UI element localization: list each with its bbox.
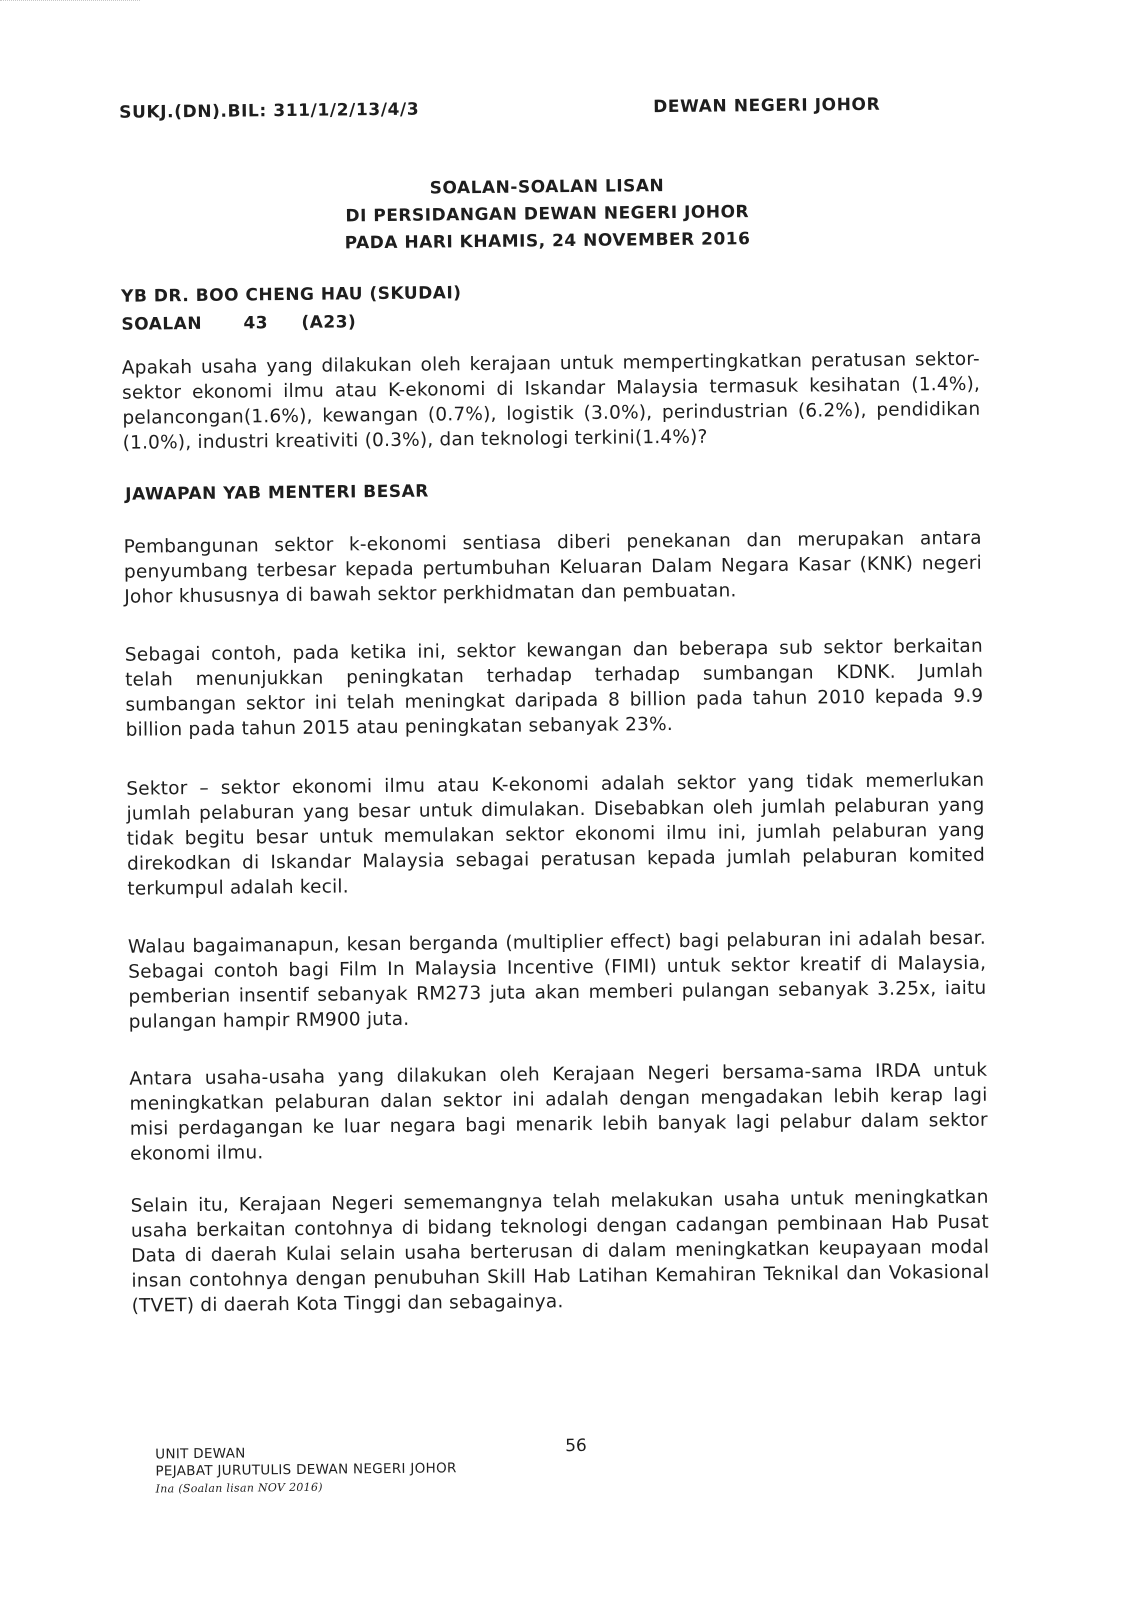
answer-paragraph-5 [129, 1058, 988, 1167]
reference-number: SUKJ.(DN).BIL: 311/1/2/13/4/3 [119, 99, 420, 123]
title-line-3: PADA HARI KHAMIS, 24 NOVEMBER 2016 [344, 229, 751, 254]
answer-paragraph-6 [131, 1185, 990, 1319]
asker-name: YB DR. BOO CHENG HAU (SKUDAI) [121, 283, 462, 307]
paragraph-text: Walau bagaimanapun, kesan berganda (multiplier effect) bagi pelaburan ini adalah besar. Sebagai contoh bagi Film In Malaysia Incentive (FIMI) untuk sektor kreatif di Malaysia, pemberian insentif sebanyak RM273 juta akan memberi pulangan sebanyak 3.25x, iaitu pulangan hampir RM900 juta. [127, 927, 987, 1033]
paragraph-text: Sektor – sektor ekonomi ilmu atau K-ekonomi adalah sektor yang tidak memerlukan jumlah pelaburan yang besar untuk dimulakan. Disebabkan oleh jumlah pelaburan yang tidak begitu besar untuk memulakan sektor ekonomi ilmu ini, jumlah pelaburan yang direkodkan di Iskandar Malaysia sebagai peratusan kepada jumlah pelaburan komited terkumpul adalah kecil. [126, 769, 986, 900]
footer-unit: UNIT DEWAN [155, 1445, 246, 1463]
asker-block [121, 279, 462, 339]
paragraph-text: Pembangunan sektor k-ekonomi sentiasa diberi penekanan dan merupakan antara penyumbang terbesar kepada pertumbuhan Keluaran Dalam Negara Kasar (KNK) negeri Johor khususnya di bawah sektor perkhidmatan dan pembuatan. [123, 527, 983, 608]
question-text [122, 347, 981, 456]
soalan-code: (A23) [301, 312, 357, 333]
answer-paragraph-1 [124, 526, 983, 610]
footer [155, 1443, 457, 1497]
answer-heading: JAWAPAN YAB MENTERI BESAR [125, 481, 429, 505]
paragraph-text: Sebagai contoh, pada ketika ini, sektor kewangan dan beberapa sub sektor berkaitan telah menunjukkan peningkatan terhadap terhadap sumbangan KDNK. Jumlah sumbangan sektor ini telah meningkat daripada 8 billion pada tahun 2010 kepada 9.9 billion pada tahun 2015 atau peningkatan sebanyak 23%. [124, 635, 984, 741]
paragraph-text: Selain itu, Kerajaan Negeri sememangnya telah melakukan usaha untuk meningkatkan usaha berkaitan contohnya di bidang teknologi dengan cadangan pembinaan Hab Pusat Data di daerah Kulai selain usaha berterusan di dalam meningkatkan keupayaan modal insan contohnya dengan penubuhan Skill Hab Latihan Kemahiran Teknikal dan Vokasional (TVET) di daerah Kota Tinggi dan sebagainya. [130, 1186, 990, 1317]
question-paragraph: Apakah usaha yang dilakukan oleh kerajaan untuk mempertingkatkan peratusan sektor-sektor ekonomi ilmu atau K-ekonomi di Iskandar Malaysia termasuk kesihatan (1.4%), pelancongan(1.6%), kewangan (0.7%), logistik (3.0%), perindustrian (6.2%), pendidikan (1.0%), industri kreativiti (0.3%), dan teknologi terkini(1.4%)? [121, 348, 981, 454]
answer-paragraph-4 [128, 926, 987, 1035]
paragraph-text: Antara usaha-usaha yang dilakukan oleh Kerajaan Negeri bersama-sama IRDA untuk meningkatkan pelaburan dalan sektor ini adalah dengan mengadakan lebih kerap lagi misi perdagangan ke luar negara bagi menarik lebih banyak lagi pelabur dalam sektor ekonomi ilmu. [129, 1059, 988, 1165]
question-id-row [121, 307, 462, 339]
title-line-2: DI PERSIDANGAN DEWAN NEGERI JOHOR [345, 202, 750, 227]
soalan-label: SOALAN [121, 313, 203, 335]
answer-paragraph-3 [126, 768, 985, 902]
soalan-number: 43 [243, 313, 269, 334]
title-line-1: SOALAN-SOALAN LISAN [429, 176, 665, 199]
page-number: 56 [565, 1435, 587, 1457]
document-title [332, 172, 763, 257]
footer-office: PEJABAT JURUTULIS DEWAN NEGERI JOHOR [155, 1460, 457, 1480]
answer-paragraph-2 [125, 634, 984, 743]
organization-header: DEWAN NEGERI JOHOR [653, 94, 881, 118]
footer-note: Ina (Soalan lisan NOV 2016) [155, 1480, 323, 1496]
